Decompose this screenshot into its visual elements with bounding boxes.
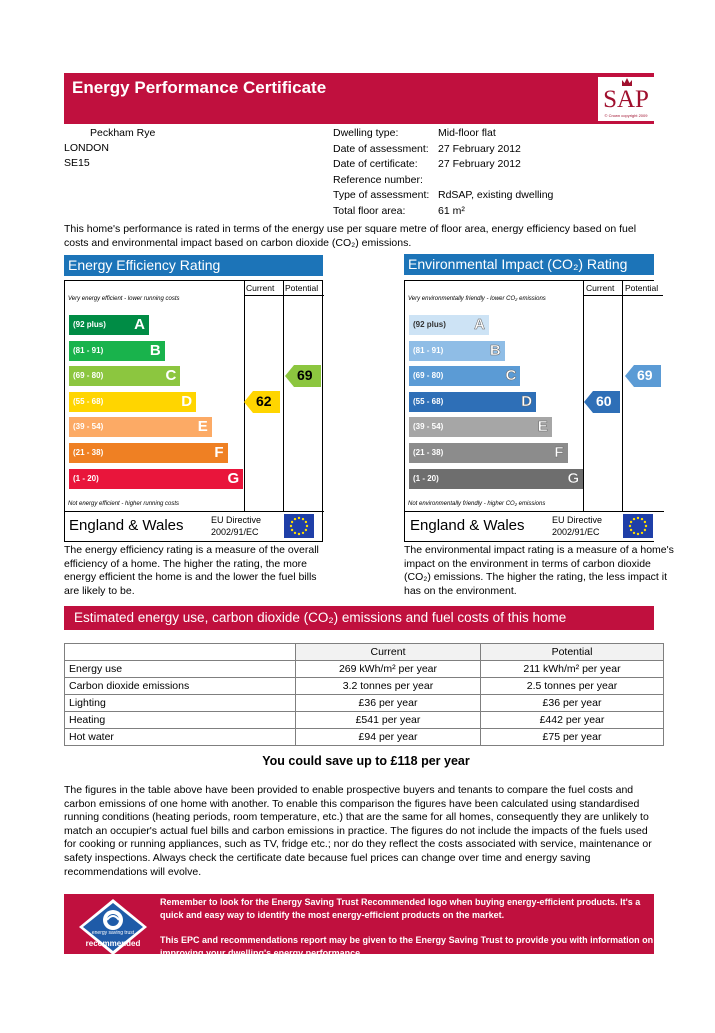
costs-section-title: Estimated energy use, carbon dioxide (CO₂) emissions and fuel costs of this home [64, 606, 654, 630]
environmental-chart [404, 280, 659, 542]
band-letter: C [165, 367, 177, 385]
detail-row [333, 204, 663, 220]
band-f [409, 443, 568, 463]
table-row [65, 729, 664, 746]
band-range: (55 - 68) [73, 396, 104, 406]
environmental-description [404, 544, 674, 600]
band-e [69, 417, 212, 437]
band-letter: D [521, 392, 533, 410]
top-note: Very environmentally friendly - lower CO₂ emissions [408, 296, 546, 302]
intro-text: This home's performance is rated in terms of the energy use per square metre of floor area, energy efficiency based on fuel costs and environmental impact based on carbon dioxide (CO₂) emissions. [64, 223, 637, 249]
band-letter: F [554, 444, 564, 461]
band-letter: A [134, 316, 145, 333]
detail-value: Mid-floor flat [438, 127, 496, 139]
band-d [409, 392, 536, 412]
band-letter: G [227, 469, 240, 487]
band-letter: G [567, 469, 580, 487]
footer-directive: EU Directive 2002/91/EC [552, 515, 603, 537]
row-label: Energy use [65, 661, 296, 678]
table-header-row [65, 644, 664, 661]
header-empty [65, 644, 296, 661]
band-range: (39 - 54) [73, 422, 104, 432]
band-range: (55 - 68) [413, 396, 444, 406]
detail-label: Date of assessment: [333, 142, 429, 155]
row-potential: £442 per year [481, 712, 664, 729]
bottom-note: Not environmentally friendly - higher CO₂ emissions [408, 501, 546, 507]
sap-logo [598, 77, 654, 121]
environmental-description-text: The environmental impact rating is a measure of a home's impact on the environment in terms of carbon dioxide (CO₂) emissions. The higher the rating, the less impact it has on the environment. [404, 544, 674, 597]
col-current: Current [296, 644, 481, 661]
row-potential: £36 per year [481, 695, 664, 712]
band-range: (1 - 20) [73, 473, 99, 483]
efficiency-chart [64, 280, 323, 542]
band-letter: B [149, 341, 161, 359]
dwelling-details [333, 126, 663, 219]
environmental-title: Environmental Impact (CO₂) Rating [404, 254, 654, 275]
address-line-1: Peckham Rye [90, 127, 156, 139]
current-rating-arrow-value: 62 [256, 392, 272, 409]
detail-label: Total floor area: [333, 204, 406, 217]
row-label: Heating [65, 712, 296, 729]
table-row [65, 678, 664, 695]
band-range: (21 - 38) [73, 448, 104, 457]
potential-rating-arrow-value: 69 [637, 367, 653, 384]
explanation-text: The figures in the table above have been provided to enable prospective buyers and tenants to compare the fuel costs and carbon emissions of one home with another. To enable this comparison the figures have been calculated using standardised running conditions (heating periods, room temperature, etc.) that are the same for all homes, consequently they are unlikely to match an occupier's actual fuel bills and carbon emissions in practice. The figures do not include the impacts of the fuels used for cooking or running appliances, such as TV, fridge etc.; nor do they reflect the costs associated with service, maintenance or safety inspections. Always check the certificate date because fuel prices can change over time and energy saving recommendations will evolve. [64, 784, 652, 878]
table-row [65, 695, 664, 712]
address-line-2: LONDON [64, 142, 109, 154]
band-d [69, 392, 196, 412]
sap-logo-text: SAP [603, 86, 649, 113]
row-label: Carbon dioxide emissions [65, 678, 296, 695]
table-row [65, 661, 664, 678]
page-title: Energy Performance Certificate [72, 78, 327, 97]
detail-label: Type of assessment: [333, 189, 430, 201]
band-range: (69 - 80) [413, 371, 444, 381]
band-range: (1 - 20) [413, 473, 439, 483]
band-g [69, 469, 243, 489]
band-b [69, 341, 165, 361]
banner-line-1: Remember to look for the Energy Saving Trust Recommended logo when buying energy-efficient products. It's a quick and easy way to identify the most energy-efficient products on the market. [160, 897, 641, 920]
eu-flag-icon [623, 514, 653, 538]
energy-saving-trust-banner [64, 894, 654, 958]
detail-row [333, 157, 663, 173]
row-potential: £75 per year [481, 729, 664, 746]
current-rating-arrow [244, 391, 280, 413]
row-current: 3.2 tonnes per year [296, 678, 481, 695]
band-g [409, 469, 583, 489]
bottom-note: Not energy efficient - higher running costs [68, 501, 180, 507]
logo-bottom-text: recommended [85, 939, 141, 948]
detail-row [333, 142, 663, 158]
band-letter: B [489, 341, 501, 359]
row-current: £36 per year [296, 695, 481, 712]
potential-rating-arrow [625, 365, 661, 387]
efficiency-description: The energy efficiency rating is a measure of the overall efficiency of a home. The higher the rating, the more energy efficient the home is and the lower the fuel bills are likely to be. [64, 544, 319, 597]
top-note: Very energy efficient - lower running costs [68, 296, 180, 302]
band-c [69, 366, 180, 386]
band-range: (39 - 54) [413, 422, 444, 432]
row-potential: 2.5 tonnes per year [481, 678, 664, 695]
row-label: Lighting [65, 695, 296, 712]
band-letter: A [474, 316, 485, 333]
detail-label: Reference number: [333, 173, 423, 186]
band-range: (81 - 91) [413, 345, 444, 355]
band-letter: F [214, 444, 224, 461]
col-current: Current [246, 283, 275, 293]
band-range: (81 - 91) [73, 345, 104, 355]
current-rating-arrow [584, 391, 620, 413]
costs-table [64, 643, 664, 746]
detail-label: Dwelling type: [333, 127, 399, 139]
band-letter: D [181, 392, 193, 410]
current-rating-arrow-value: 60 [596, 392, 612, 409]
band-range: (92 plus) [413, 320, 446, 329]
detail-value: RdSAP, existing dwelling [438, 189, 554, 201]
band-e [409, 417, 552, 437]
col-potential: Potential [285, 283, 319, 293]
certificate-header [64, 73, 654, 124]
explanation-wrap [64, 784, 654, 884]
detail-row [333, 188, 663, 204]
table-row [65, 712, 664, 729]
banner-line-2: This EPC and recommendations report may be given to the Energy Saving Trust to provide you with information on improving your dwelling's energy performance. [160, 935, 654, 958]
band-range: (21 - 38) [413, 448, 444, 457]
detail-row [333, 126, 663, 142]
detail-value: 27 February 2012 [438, 142, 521, 155]
col-current: Current [586, 283, 615, 293]
row-current: £541 per year [296, 712, 481, 729]
band-f [69, 443, 228, 463]
detail-value: 61 m² [438, 204, 465, 217]
detail-row [333, 173, 663, 189]
logo-top-text: energy saving trust [91, 930, 135, 936]
costs-table-wrap [64, 643, 654, 746]
footer-region: England & Wales [410, 517, 525, 534]
row-current: 269 kWh/m² per year [296, 661, 481, 678]
band-letter: E [197, 418, 208, 436]
band-range: (92 plus) [73, 320, 106, 329]
detail-value: 27 February 2012 [438, 158, 521, 170]
potential-rating-arrow-value: 69 [297, 367, 313, 384]
row-potential: 211 kWh/m² per year [481, 661, 664, 678]
band-range: (69 - 80) [73, 371, 104, 381]
band-a [69, 315, 149, 335]
band-c [409, 366, 520, 386]
band-letter: C [505, 367, 517, 385]
row-label: Hot water [65, 729, 296, 746]
potential-rating-arrow [285, 365, 321, 387]
sap-logo-copyright: © Crown copyright 2009 [604, 113, 648, 118]
row-current: £94 per year [296, 729, 481, 746]
footer-region: England & Wales [69, 517, 184, 534]
band-letter: E [537, 418, 548, 436]
detail-label: Date of certificate: [333, 158, 418, 170]
savings-text: You could save up to £118 per year [262, 754, 470, 768]
col-potential: Potential [625, 283, 659, 293]
efficiency-title: Energy Efficiency Rating [64, 255, 323, 276]
col-potential: Potential [481, 644, 664, 661]
eu-flag-icon [284, 514, 314, 538]
band-a [409, 315, 489, 335]
footer-directive: EU Directive 2002/91/EC [211, 515, 262, 537]
band-b [409, 341, 505, 361]
address-line-3: SE15 [64, 157, 90, 169]
